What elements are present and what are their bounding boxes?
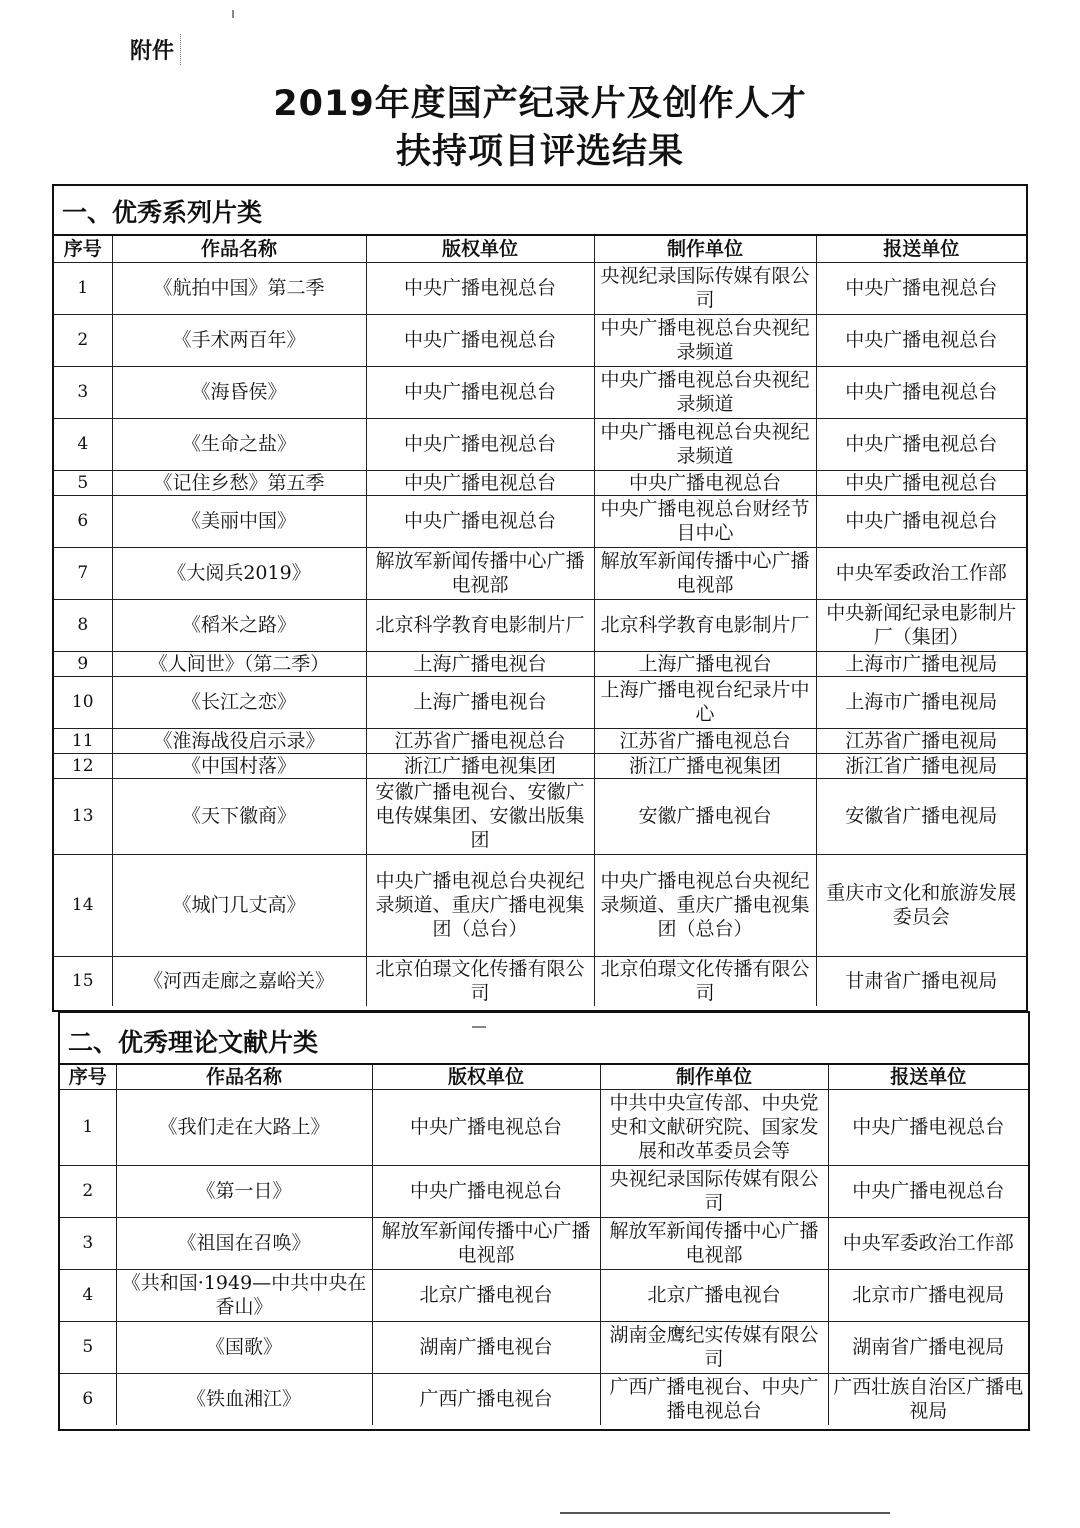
cell-submitter: 中央广播电视总台 [828,1089,1028,1165]
cell-no: 13 [54,778,112,854]
page-footer-rule [560,1512,890,1514]
table-row [54,778,1026,854]
cell-copyright: 上海广播电视台 [366,676,594,728]
column-header-submitter: 报送单位 [828,1065,1028,1089]
cell-producer: 中央广播电视总台央视纪录频道 [594,366,816,418]
cell-name: 《城门几丈高》 [112,854,366,956]
cell-submitter: 中央新闻纪录电影制片厂（集团） [816,599,1026,651]
cell-no: 4 [60,1269,116,1321]
cell-copyright: 中央广播电视总台 [366,366,594,418]
cell-copyright: 中央广播电视总台 [366,418,594,470]
cell-copyright: 上海广播电视台 [366,651,594,676]
column-header-name: 作品名称 [112,236,366,262]
section-excellent-documentary-theory [58,1011,1030,1431]
cell-submitter: 中央广播电视总台 [816,418,1026,470]
column-header-no: 序号 [60,1065,116,1089]
cell-producer: 解放军新闻传播中心广播电视部 [600,1217,828,1269]
cell-producer: 广西广播电视台、中央广播电视总台 [600,1373,828,1425]
cell-submitter: 重庆市文化和旅游发展委员会 [816,854,1026,956]
cell-producer: 中央广播电视总台财经节目中心 [594,495,816,547]
cell-name: 《大阅兵2019》 [112,547,366,599]
document-title-line-1: 2019年度国产纪录片及创作人才 [273,84,807,124]
section-heading: 二、优秀理论文献片类 [60,1013,1028,1065]
cell-name: 《铁血湘江》 [116,1373,372,1425]
table-row [54,728,1026,753]
column-header-producer: 制作单位 [594,236,816,262]
cell-name: 《共和国·1949—中共中央在香山》 [116,1269,372,1321]
cell-submitter: 甘肃省广播电视局 [816,956,1026,1006]
cell-copyright: 中央广播电视总台央视纪录频道、重庆广播电视集团（总台） [366,854,594,956]
cell-producer: 解放军新闻传播中心广播电视部 [594,547,816,599]
column-header-name: 作品名称 [116,1065,372,1089]
column-header-no: 序号 [54,236,112,262]
cell-no: 6 [60,1373,116,1425]
cell-copyright: 中央广播电视总台 [366,262,594,314]
cell-copyright: 中央广播电视总台 [366,470,594,495]
attachment-label: 附件 [130,34,181,65]
results-table-series [54,236,1026,1006]
table-header-row [60,1065,1028,1089]
cell-no: 5 [54,470,112,495]
cell-name: 《生命之盐》 [112,418,366,470]
cell-no: 14 [54,854,112,956]
cell-submitter: 中央广播电视总台 [816,470,1026,495]
cell-producer: 上海广播电视台 [594,651,816,676]
cell-name: 《祖国在召唤》 [116,1217,372,1269]
cell-no: 1 [54,262,112,314]
cell-no: 8 [54,599,112,651]
cell-no: 2 [54,314,112,366]
cell-producer: 江苏省广播电视总台 [594,728,816,753]
column-header-producer: 制作单位 [600,1065,828,1089]
cell-producer: 央视纪录国际传媒有限公司 [594,262,816,314]
table-row [54,547,1026,599]
section-heading: 一、优秀系列片类 [54,186,1026,236]
cell-submitter: 中央广播电视总台 [816,262,1026,314]
cell-submitter: 中央军委政治工作部 [816,547,1026,599]
cell-name: 《中国村落》 [112,753,366,778]
cell-producer: 中央广播电视总台央视纪录频道 [594,418,816,470]
table-row [60,1269,1028,1321]
cell-submitter: 北京市广播电视局 [828,1269,1028,1321]
cell-copyright: 江苏省广播电视总台 [366,728,594,753]
table-row [54,470,1026,495]
cell-name: 《人间世》（第二季） [112,651,366,676]
cell-submitter: 上海市广播电视局 [816,676,1026,728]
cell-copyright: 安徽广播电视台、安徽广电传媒集团、安徽出版集团 [366,778,594,854]
cell-copyright: 中央广播电视总台 [366,495,594,547]
cell-name: 《第一日》 [116,1165,372,1217]
cell-producer: 浙江广播电视集团 [594,753,816,778]
cell-copyright: 北京伯璟文化传播有限公司 [366,956,594,1006]
section-excellent-series [52,184,1028,1012]
table-row [54,495,1026,547]
cell-submitter: 中央广播电视总台 [816,495,1026,547]
cell-no: 4 [54,418,112,470]
cell-producer: 北京伯璟文化传播有限公司 [594,956,816,1006]
table-row [54,366,1026,418]
cell-submitter: 中央广播电视总台 [816,314,1026,366]
cell-no: 11 [54,728,112,753]
document-title-line-2: 扶持项目评选结果 [395,132,684,172]
cell-copyright: 解放军新闻传播中心广播电视部 [372,1217,600,1269]
cell-no: 3 [60,1217,116,1269]
table-row [60,1217,1028,1269]
cell-copyright: 中央广播电视总台 [372,1089,600,1165]
cell-submitter: 湖南省广播电视局 [828,1321,1028,1373]
cell-name: 《手术两百年》 [112,314,366,366]
column-header-copyright: 版权单位 [372,1065,600,1089]
cell-no: 2 [60,1165,116,1217]
cell-producer: 中央广播电视总台央视纪录频道 [594,314,816,366]
cell-producer: 上海广播电视台纪录片中心 [594,676,816,728]
table-row [60,1321,1028,1373]
cell-no: 12 [54,753,112,778]
cell-name: 《国歌》 [116,1321,372,1373]
cell-producer: 北京广播电视台 [600,1269,828,1321]
cell-name: 《稻米之路》 [112,599,366,651]
scan-speck [232,10,234,18]
scan-speck [472,1026,486,1028]
cell-no: 7 [54,547,112,599]
table-row [60,1089,1028,1165]
table-header-row [54,236,1026,262]
cell-name: 《航拍中国》第二季 [112,262,366,314]
table-row [54,753,1026,778]
cell-no: 1 [60,1089,116,1165]
cell-producer: 湖南金鹰纪实传媒有限公司 [600,1321,828,1373]
table-row [60,1165,1028,1217]
cell-no: 15 [54,956,112,1006]
cell-name: 《我们走在大路上》 [116,1089,372,1165]
table-row [54,854,1026,956]
cell-submitter: 中央广播电视总台 [816,366,1026,418]
cell-no: 6 [54,495,112,547]
cell-copyright: 浙江广播电视集团 [366,753,594,778]
results-table-theory [60,1065,1028,1425]
cell-submitter: 上海市广播电视局 [816,651,1026,676]
cell-copyright: 中央广播电视总台 [366,314,594,366]
cell-submitter: 安徽省广播电视局 [816,778,1026,854]
cell-producer: 北京科学教育电影制片厂 [594,599,816,651]
table-row [54,314,1026,366]
cell-no: 3 [54,366,112,418]
table-row [54,676,1026,728]
cell-submitter: 江苏省广播电视局 [816,728,1026,753]
cell-no: 9 [54,651,112,676]
cell-producer: 中央广播电视总台央视纪录频道、重庆广播电视集团（总台） [594,854,816,956]
cell-submitter: 广西壮族自治区广播电视局 [828,1373,1028,1425]
cell-name: 《美丽中国》 [112,495,366,547]
cell-name: 《长江之恋》 [112,676,366,728]
cell-name: 《天下徽商》 [112,778,366,854]
cell-name: 《淮海战役启示录》 [112,728,366,753]
table-row [60,1373,1028,1425]
cell-producer: 中共中央宣传部、中央党史和文献研究院、国家发展和改革委员会等 [600,1089,828,1165]
cell-copyright: 北京广播电视台 [372,1269,600,1321]
table-row [54,599,1026,651]
cell-producer: 中央广播电视总台 [594,470,816,495]
cell-name: 《记住乡愁》第五季 [112,470,366,495]
table-row [54,956,1026,1006]
table-row [54,262,1026,314]
cell-no: 10 [54,676,112,728]
column-header-copyright: 版权单位 [366,236,594,262]
cell-copyright: 中央广播电视总台 [372,1165,600,1217]
cell-name: 《海昏侯》 [112,366,366,418]
cell-submitter: 中央广播电视总台 [828,1165,1028,1217]
cell-copyright: 北京科学教育电影制片厂 [366,599,594,651]
cell-no: 5 [60,1321,116,1373]
cell-submitter: 中央军委政治工作部 [828,1217,1028,1269]
cell-submitter: 浙江省广播电视局 [816,753,1026,778]
cell-copyright: 湖南广播电视台 [372,1321,600,1373]
column-header-submitter: 报送单位 [816,236,1026,262]
cell-producer: 央视纪录国际传媒有限公司 [600,1165,828,1217]
cell-copyright: 解放军新闻传播中心广播电视部 [366,547,594,599]
cell-name: 《河西走廊之嘉峪关》 [112,956,366,1006]
table-row [54,651,1026,676]
table-row [54,418,1026,470]
cell-copyright: 广西广播电视台 [372,1373,600,1425]
cell-producer: 安徽广播电视台 [594,778,816,854]
